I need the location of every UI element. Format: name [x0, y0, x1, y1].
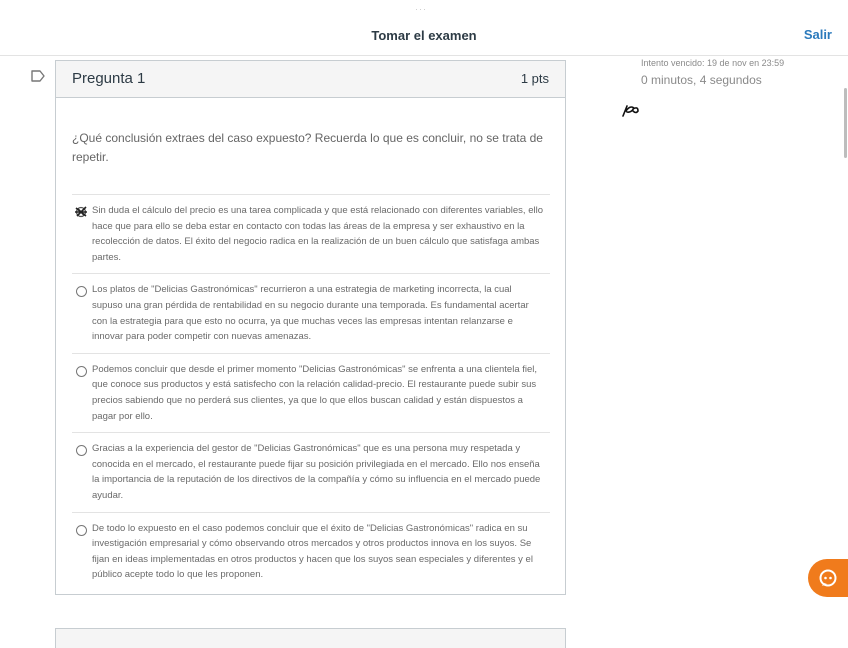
due-date-text: Intento vencido: 19 de nov en 23:59	[641, 58, 785, 68]
exit-link[interactable]: Salir	[803, 27, 832, 42]
question-text: ¿Qué conclusión extraes del caso expuesto? Recuerda lo que es concluir, no se trata de repetir.	[72, 131, 543, 164]
answer-text: Los platos de "Delicias Gastronómicas" recurrieron a una estrategia de marketing incorrecta, la cual supuso una gran pérdida de rentabilidad en su negocio durante una temporada. Es fundamental acertar con la estrategia para que esto no ocurra, ya que muchas veces las empresas intentan relanzarse e innovar para poder competir con nuevas amenazas.	[92, 284, 529, 343]
answer-option-5[interactable]	[72, 512, 550, 591]
pen-scribble-icon	[621, 103, 641, 119]
answer-option-2[interactable]	[72, 273, 550, 352]
answer-text: Gracias a la experiencia del gestor de "Delicias Gastronómicas" que es una persona muy respetada y conocida en el mercado, el restaurante puede fijar su posición privilegiada en el mercado. Ello nos enseña la importancia de la reputación de los directivos de la compañía y cómo su influencia en el mercado puede ayudar.	[92, 443, 541, 501]
chat-button[interactable]	[808, 559, 848, 597]
radio-button[interactable]	[76, 366, 87, 377]
page-title: Tomar el examen	[371, 28, 477, 43]
chat-bubble-icon	[818, 568, 838, 588]
question-card	[55, 60, 566, 595]
answer-option-4[interactable]	[72, 432, 550, 511]
drag-handle: ···	[415, 4, 427, 14]
answer-text: De todo lo expuesto en el caso podemos concluir que el éxito de "Delicias Gastronómicas" radica en su investigación empresarial y cómo observando otros mercados y otros productos innova en los suyos. Se fijan en ideas implementadas en otros productos y hacen que los suyos sean especiales y diferentes y el público acepte todo lo que les proponen.	[92, 522, 533, 581]
bookmark-flag-icon[interactable]	[30, 68, 46, 84]
next-question-card	[55, 628, 566, 648]
radio-button[interactable]	[76, 445, 87, 456]
answer-text: Sin duda el cálculo del precio es una tarea complicada y que está relacionado con diferentes variables, ello hace que para ello se deba estar en contacto con todas las áreas de la empresa y ser exhaustivo en la recolección de datos. El éxito del negocio radica en la realización de un buen cálculo que satisfaga ambas partes.	[92, 205, 543, 263]
scribbled-radio-icon[interactable]	[74, 205, 88, 219]
scrollbar-thumb[interactable]	[844, 88, 847, 158]
answer-list	[72, 194, 550, 591]
radio-button[interactable]	[76, 525, 87, 536]
answer-text: Podemos concluir que desde el primer momento "Delicias Gastronómicas" se enfrenta a una clientela fiel, que conoce sus productos y está satisfecho con la relación calidad-precio. El restaurante puede subir sus precios sabiendo que no perderá sus clientes, ya que lo que ellos buscan calidad y están dispuestos a pagar por ello.	[92, 363, 538, 422]
question-points: 1 pts	[520, 71, 549, 86]
answer-option-1[interactable]	[72, 194, 550, 273]
answer-option-3[interactable]	[72, 353, 550, 432]
question-name: Pregunta 1	[72, 70, 146, 87]
radio-button[interactable]	[76, 286, 87, 297]
elapsed-time-text: 0 minutos, 4 segundos	[641, 73, 762, 87]
top-bar	[0, 0, 848, 56]
question-header	[56, 61, 565, 98]
